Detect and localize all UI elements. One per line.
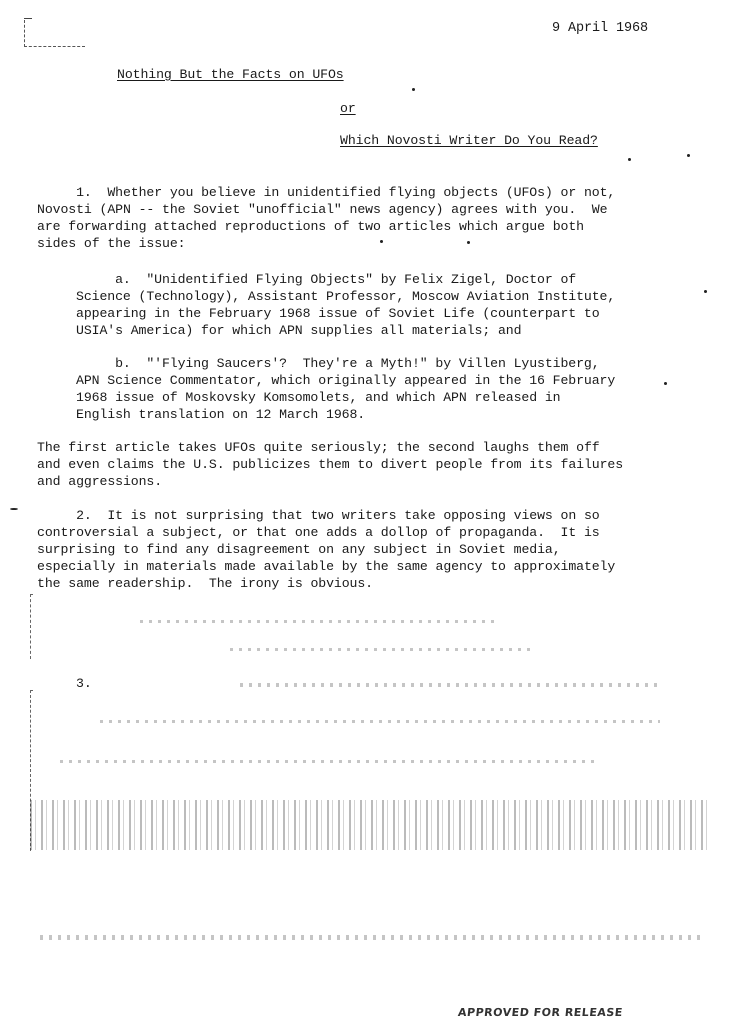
paragraph-1-line: Novosti (APN -- the Soviet "unofficial" news agency) agrees with you. We	[37, 202, 608, 217]
item-a-line: USIA's America) for which APN supplies all materials; and	[76, 323, 522, 338]
speck	[10, 508, 18, 510]
item-a-line: appearing in the February 1968 issue of Soviet Life (counterpart to	[76, 306, 600, 321]
paragraph-2-line: controversial a subject, or that one adds a dollop of propaganda. It is	[37, 525, 600, 540]
speck	[704, 290, 707, 293]
corner-bracket-mark	[24, 20, 85, 47]
item-b-line: APN Science Commentator, which originally appeared in the 16 February	[76, 373, 616, 388]
paragraph-1-close-line: and aggressions.	[37, 474, 163, 489]
speck	[467, 241, 470, 244]
paragraph-2-line: surprising to find any disagreement on any subject in Soviet media,	[37, 542, 561, 557]
speck	[628, 158, 631, 161]
paragraph-1-line: are forwarding attached reproductions of two articles which argue both	[37, 219, 584, 234]
paragraph-1-line: 1. Whether you believe in unidentified flying objects (UFOs) or not,	[37, 185, 616, 200]
redaction-noise-band	[30, 800, 710, 850]
title-line-1: Nothing But the Facts on UFOs	[117, 67, 344, 82]
title-or: or	[340, 101, 356, 116]
redaction-noise	[60, 760, 600, 763]
item-a-line: a. "Unidentified Flying Objects" by Felix Zigel, Doctor of	[76, 272, 577, 287]
redaction-noise	[100, 720, 660, 723]
paragraph-2-line: 2. It is not surprising that two writers take opposing views on so	[37, 508, 600, 523]
item-b-line: 1968 issue of Moskovsky Komsomolets, and which APN released in	[76, 390, 561, 405]
paragraph-3-number: 3.	[76, 676, 92, 691]
item-b-line: English translation on 12 March 1968.	[76, 407, 366, 422]
speck	[412, 88, 415, 91]
speck	[380, 240, 383, 243]
item-b-line: b. "'Flying Saucers'? They're a Myth!" by Villen Lyustiberg,	[76, 356, 600, 371]
redaction-noise	[240, 683, 660, 687]
redaction-noise	[40, 935, 700, 940]
title-line-2: Which Novosti Writer Do You Read?	[340, 133, 598, 148]
paragraph-1-close-line: The first article takes UFOs quite seriously; the second laughs them off	[37, 440, 600, 455]
speck	[664, 382, 667, 385]
paragraph-1-line: sides of the issue:	[37, 236, 186, 251]
redaction-noise	[230, 648, 530, 651]
redaction-noise	[140, 620, 500, 623]
paragraph-1-close-line: and even claims the U.S. publicizes them to divert people from its failures	[37, 457, 624, 472]
paragraph-2-line: the same readership. The irony is obvious.	[37, 576, 373, 591]
paragraph-2-line: especially in materials made available by the same agency to approximately	[37, 559, 616, 574]
speck	[687, 154, 690, 157]
release-stamp: APPROVED FOR RELEASE	[457, 1006, 624, 1019]
document-date: 9 April 1968	[552, 21, 649, 36]
item-a-line: Science (Technology), Assistant Professor, Moscow Aviation Institute,	[76, 289, 616, 304]
redaction-border	[30, 594, 33, 659]
